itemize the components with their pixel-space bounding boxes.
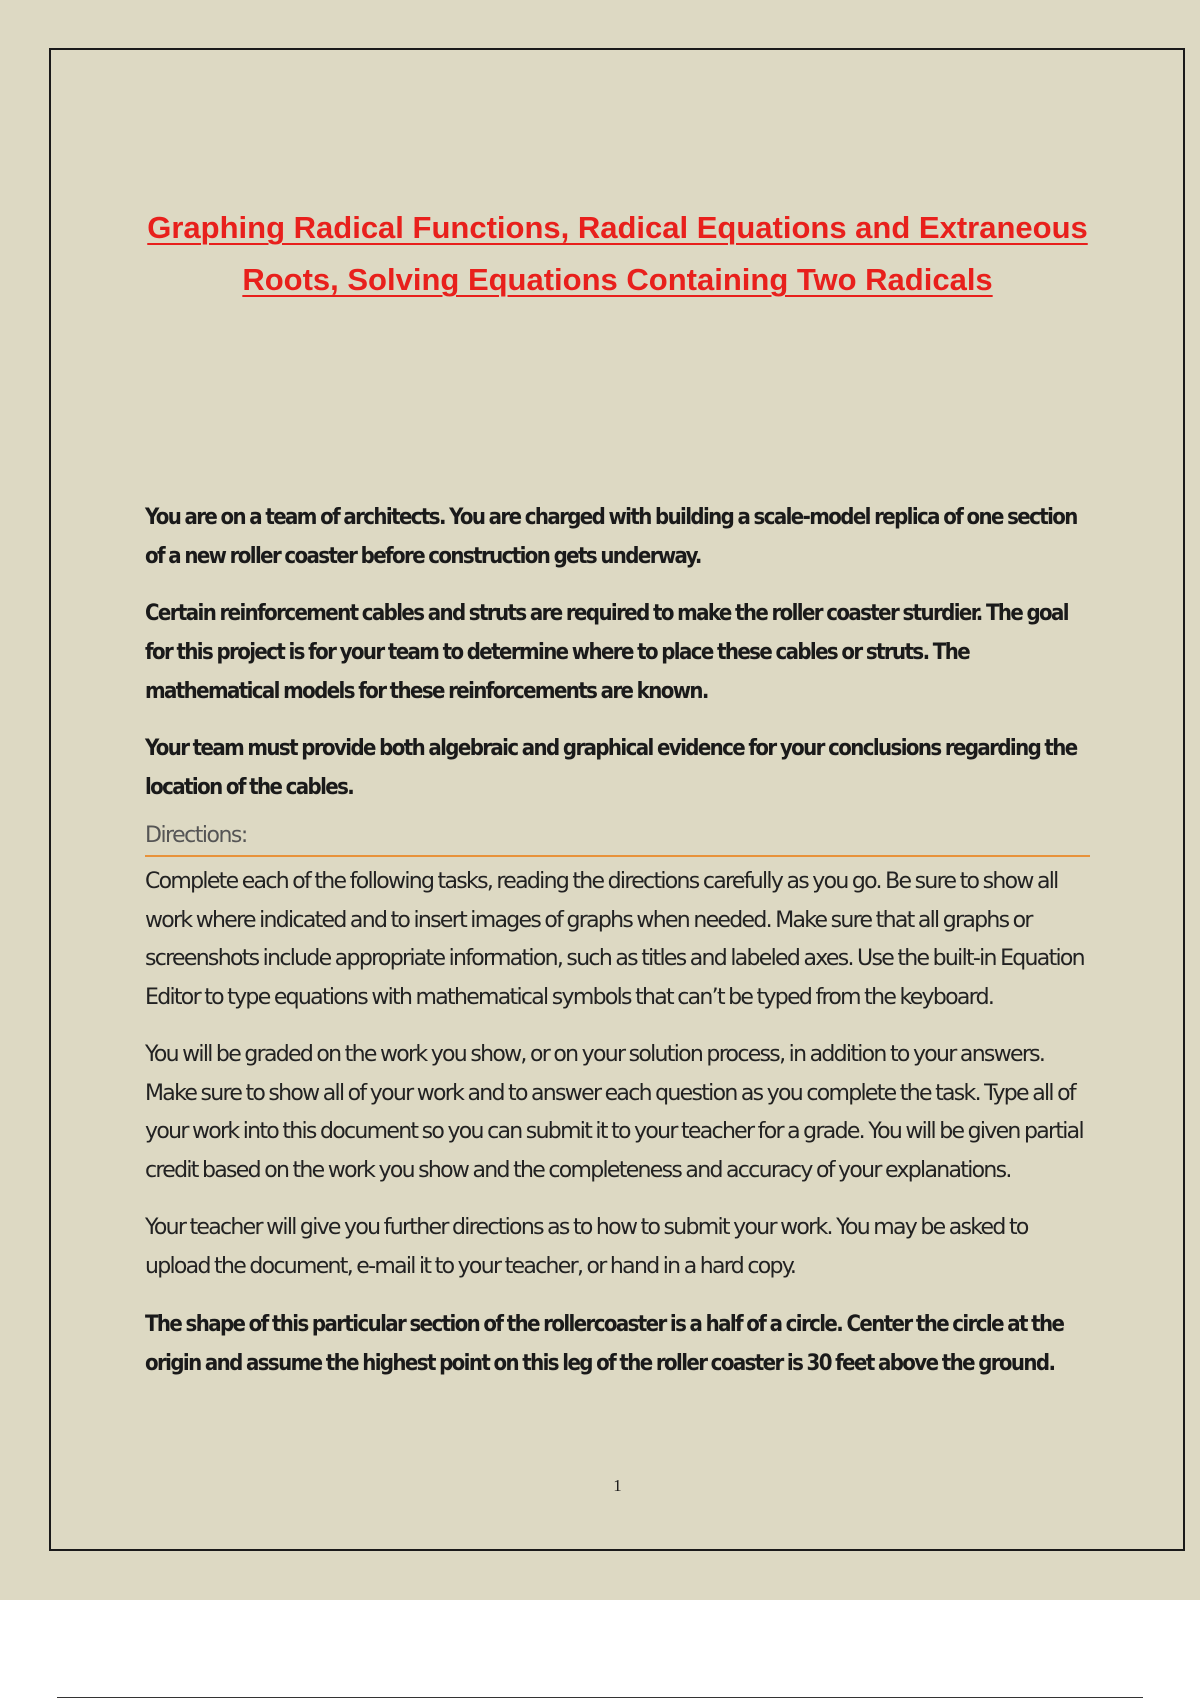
closing-paragraph: The shape of this particular section of the rollercoaster is a half of a circle. Center the circle at the origin and assume the highest point on this leg of the roller coaster is 30 feet above the ground.: [145, 1312, 1064, 1376]
directions-paragraph-1: Complete each of the following tasks, reading the directions carefully as you go. Be sure to show all work where indicated and to insert images of graphs when needed. Make sure that all graphs or screenshots include appropriate information, such as titles and labeled axes. Use the built-in Equation Editor to type equations with mathematical symbols that can’t be typed from the keyboard.: [145, 869, 1084, 1010]
next-page-top-rule: [57, 1697, 1143, 1698]
document-body: [145, 498, 1090, 1401]
directions-divider: [145, 855, 1090, 857]
intro-paragraph-2: Certain reinforcement cables and struts are required to make the roller coaster sturdier. The goal for this project is for your team to determine where to place these cables or struts. The mathematical models for these reinforcements are known.: [145, 601, 1068, 704]
page-number: 1: [613, 1476, 622, 1495]
directions-paragraph-2: You will be graded on the work you show, or on your solution process, in addition to your answers. Make sure to show all of your work and to answer each question as you complete the task. Type all of your work into this document so you can submit it to your teacher for a grade. You will be given partial credit based on the work you show and the completeness and accuracy of your explanations.: [145, 1042, 1083, 1183]
intro-paragraph-1: You are on a team of architects. You are charged with building a scale-model replica of one section of a new roller coaster before construction gets underway.: [145, 505, 1077, 569]
intro-paragraph-3: Your team must provide both algebraic and graphical evidence for your conclusions regarding the location of the cables.: [145, 736, 1077, 800]
directions-heading: Directions:: [145, 823, 247, 848]
directions-paragraph-3: Your teacher will give you further directions as to how to submit your work. You may be asked to upload the document, e-mail it to your teacher, or hand in a hard copy.: [145, 1215, 1028, 1279]
document-title: Graphing Radical Functions, Radical Equations and Extraneous Roots, Solving Equations Containing Two Radicals: [147, 210, 1088, 297]
